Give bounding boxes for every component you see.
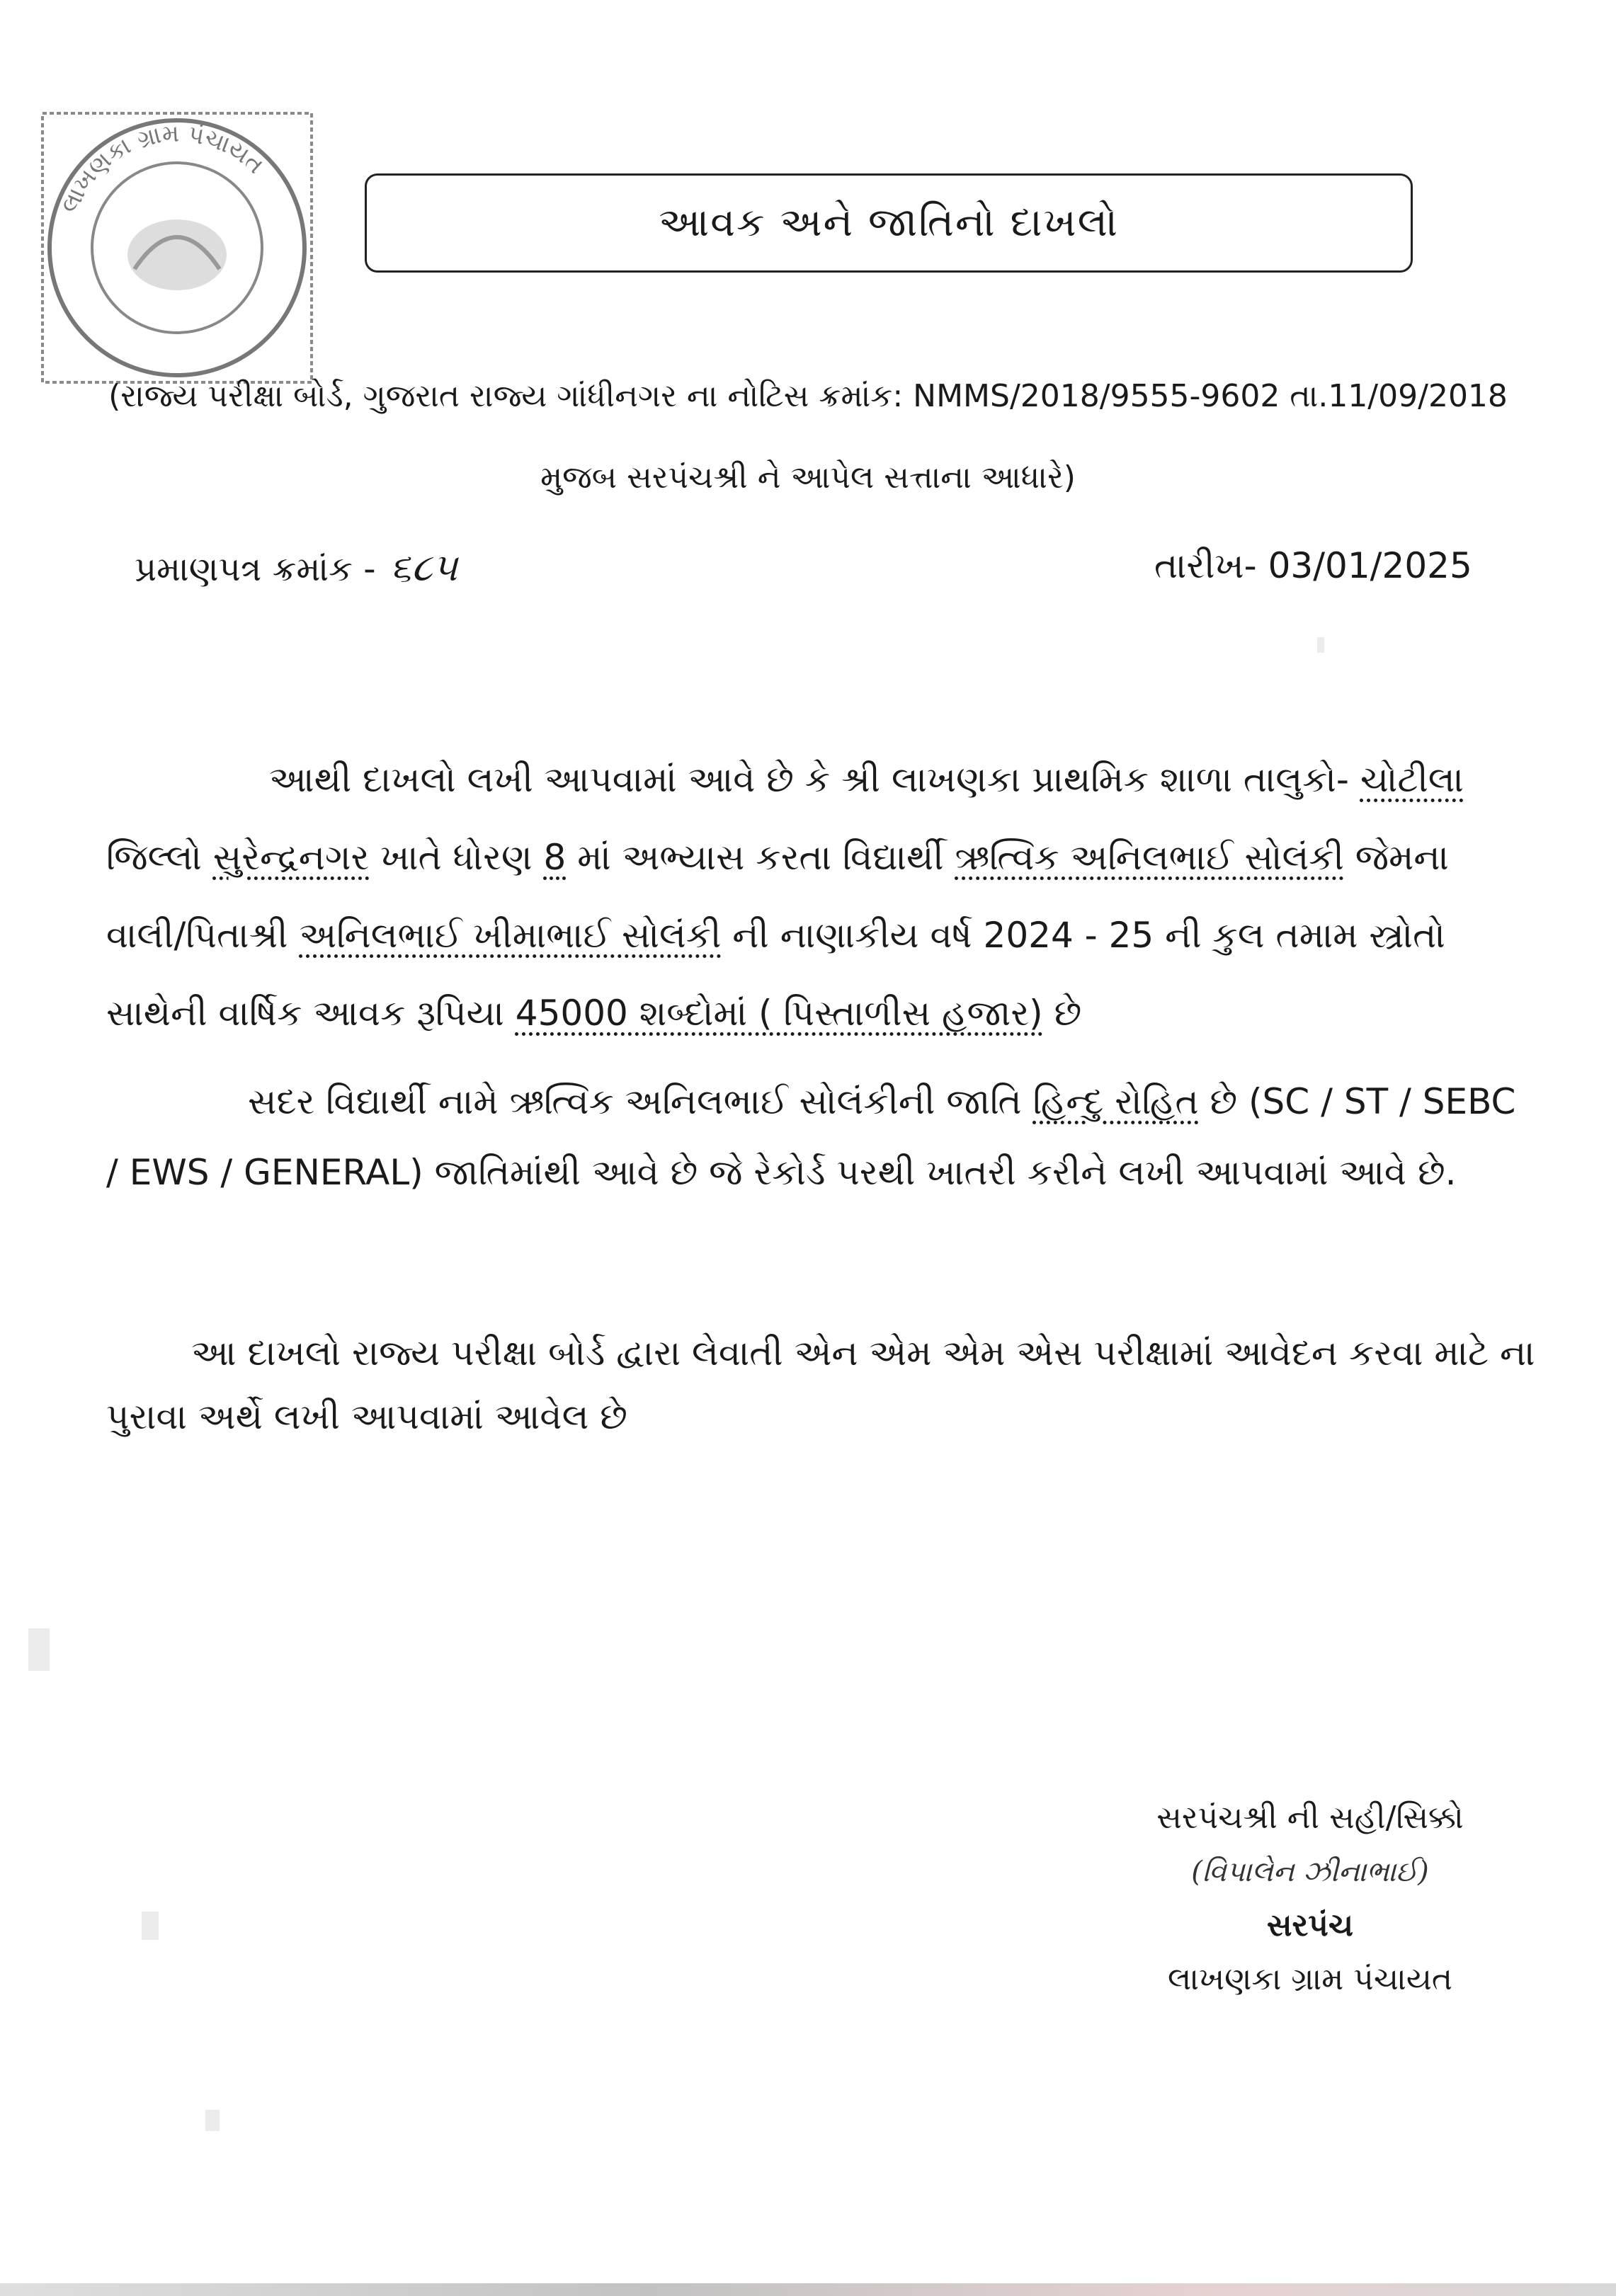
scan-noise <box>28 1628 50 1671</box>
father-name-value: અનિલભાઈ ખીમાભાઈ સોલંકી <box>299 915 722 956</box>
district-value: સુરેન્દ્રનગર <box>212 837 370 878</box>
para1-text: ની નાણાકીય વર્ષ 2024 - 25 ની કુલ તમામ સ્ત્રોતો <box>721 915 1445 956</box>
para2-text: છે (SC / ST / SEBC <box>1198 1081 1516 1122</box>
para1-line2 <box>106 818 1449 897</box>
certificate-number-label: પ્રમાણપત્ર ક્રમાંક - <box>135 549 376 589</box>
para3-line2: પુરાવા અર્થે લખી આપવામાં આવેલ છે <box>106 1396 627 1437</box>
para1-text: છે <box>1042 993 1082 1034</box>
student-name-value: ઋત્વિક અનિલભાઈ સોલંકી <box>955 837 1344 878</box>
para1-text: માં અભ્યાસ કરતા વિદ્યાર્થી <box>566 837 955 878</box>
para1-text: જેમના <box>1343 837 1449 878</box>
para2-text: સદર વિદ્યાર્થી નામે ઋત્વિક અનિલભાઈ સોલંકીની જાતિ <box>248 1081 1033 1122</box>
scan-noise <box>205 2110 220 2131</box>
signatory-role: સરપંચ <box>1266 1907 1354 1943</box>
scan-edge <box>0 2283 1616 2296</box>
standard-value: 8 <box>543 837 567 878</box>
stamp-text: લાખણકા ગ્રામ પંચાયત <box>55 119 270 218</box>
signature-label: સરપંચશ્રી ની સહી/સિક્કો <box>1156 1800 1464 1836</box>
scan-noise <box>1317 637 1324 653</box>
para1-line4 <box>106 973 1081 1053</box>
scan-noise <box>142 1912 159 1940</box>
para1-text: ખાતે ધોરણ <box>369 837 544 878</box>
para1-line3 <box>106 896 1445 975</box>
signature-block <box>1091 1791 1530 2006</box>
certificate-number <box>135 545 457 590</box>
para2-line2: / EWS / GENERAL) જાતિમાંથી આવે છે જે રેકોર્ડ પરથી ખાતરી કરીને લખી આપવામાં આવે છે. <box>106 1152 1457 1193</box>
para3-line1: આ દાખલો રાજ્ય પરીક્ષા બોર્ડ દ્વારા લેવાતી એન એમ એમ એસ પરીક્ષામાં આવેદન કરવા માટે ના <box>191 1332 1535 1373</box>
para1-line1 <box>269 740 1464 819</box>
para1-text: જિલ્લો <box>106 837 213 878</box>
signatory-office: લાખણકા ગ્રામ પંચાયત <box>1167 1961 1453 1997</box>
certificate-number-value: ૬૮૫ <box>389 545 458 590</box>
taluka-value: ચોટીલા <box>1360 759 1464 800</box>
reference-line-1: (રાજ્ય પરીક્ષા બોર્ડ, ગુજરાત રાજ્ય ગાંધીનગર ના નોટિસ ક્રમાંક: NMMS/2018/9555-9602 તા.11/09/2018 <box>108 378 1508 414</box>
para1-text: વાલી/પિતાશ્રી <box>106 915 300 956</box>
panchayat-stamp-icon <box>28 99 326 396</box>
income-value: 45000 શબ્દોમાં ( પિસ્તાળીસ હજાર) <box>515 993 1043 1034</box>
caste-value: હિન્દુ રોહિત <box>1032 1081 1199 1122</box>
reference-line-2: મુજબ સરપંચશ્રી ને આપેલ સત્તાના આધારે) <box>540 459 1076 496</box>
para1-text: સાથેની વાર્ષિક આવક રૂપિયા <box>106 993 516 1034</box>
handwritten-signature: (વિપાલેન ઝીનાભાઈ) <box>1191 1856 1429 1888</box>
para2-line1 <box>248 1062 1515 1141</box>
para1-text: આથી દાખલો લખી આપવામાં આવે છે કે શ્રી લાખણકા પ્રાથમિક શાળા તાલુકો- <box>269 759 1360 800</box>
certificate-date: તારીખ- 03/01/2025 <box>1154 545 1472 586</box>
certificate-title: આવક અને જાતિનો દાખલો <box>365 173 1413 273</box>
